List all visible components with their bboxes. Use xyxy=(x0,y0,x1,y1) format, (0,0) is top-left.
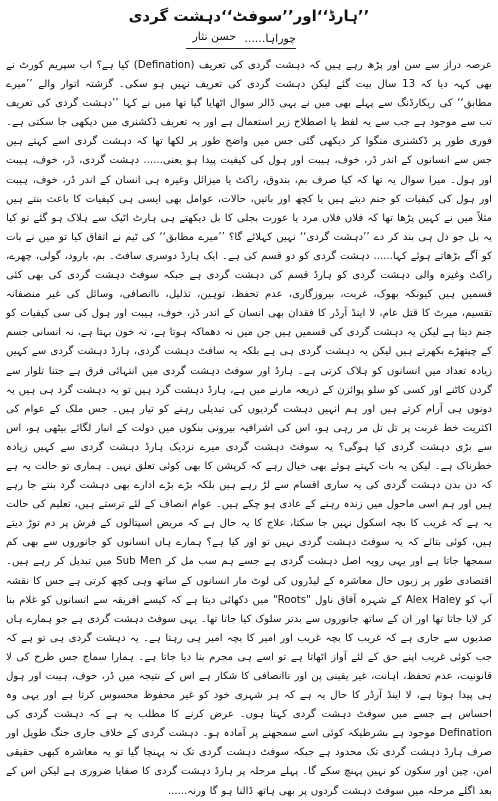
author-name: حسن نثار xyxy=(192,30,236,43)
column-title: ’’ہارڈ‘‘اور’’سوفٹ‘‘دہشت گردی xyxy=(128,7,370,25)
article-body xyxy=(6,56,492,801)
byline-underline xyxy=(186,48,296,49)
column-name: چوراہا...... xyxy=(244,32,296,45)
byline xyxy=(6,28,492,50)
article-paragraph: عرصہ دراز سے سن اور پڑھ رہے ہیں کہ دہشت گردی کی تعریف (Defination) کیا ہے؟ اب سپریم کورٹ نے بھی کہہ دیا کہ 13 سال بیت گئے لیکن دہشت گردی کی تعریف نہیں ہو سکی۔ گزشتہ اتوار والے ’’میرے مطابق‘‘ کی ریکارڈنگ سے پہلے بھی میں نے یہی ڈالر سوال اٹھایا گیا تھا میں نے کہا ’’دہشت گردی کی تعریف تب سے موجود ہے جب سے یہ لفظ یا اصطلاح زیر استعمال ہے اور یہ تعریف ڈکشنری میں دیکھی جا سکتی ہے۔ فوری طور پر ڈکشنری منگوا کر دیکھی گئی جس میں واضح طور پر لکھا تھا کہ دہشت گردی اسے کہتے ہیں جس سے انسانوں کے اندر ڈر، خوف، ہیبت اور ہول کی کیفیت پیدا ہو یعنی...... دہشت گردی، ڈر، خوف، ہیبت اور ہول۔ میرا سوال یہ تھا کہ کیا صرف بم، بندوق، راکٹ یا میزائل وغیرہ ہی انسان کے اندر ڈر، خوف، ہیبت اور ہول کی کیفیات کو جنم دیتے ہیں یا کچھ اور باتیں، حالات، عوامل بھی ایسی ہی کیفیات کا باعث بنتے ہیں مثلاً میں نے کہیں پڑھا تھا کہ فلاں فلاں مرد یا عورت بجلی کا بل دیکھتے ہی ہارٹ اٹیک سے ہلاک ہو گئے تو کیا یہ بل جو دل ہی بند کر دے ’’دہشت گردی‘‘ نہیں کہلائے گا؟ ’’میرے مطابق‘‘ کی ٹیم نے اتفاق کیا تو میں نے بات کو آگے بڑھاتے ہوئے کہا...... دہشت گردی کو دو قسم کی ہے۔ ایک ہارڈ دوسری سافٹ۔ بم، بارود، گولی، چھرے، راکٹ وغیرہ والی دہشت گردی کو ہارڈ قسم کی دہشت گردی ہے جبکہ سوفٹ دہشت گردی کی بھی کئی قسمیں ہیں کیونکہ بھوک، غربت، بیروزگاری، عدم تحفظ، توہین، تذلیل، ناانصافی، وسائل کی غیر منصفانہ تقسیم، میرٹ کا قتل عام، لا اینڈ آرڈر کا فقدان بھی انسان کے اندر ڈر، خوف، ہیبت اور ہول کی سی کیفیات کو جنم دیتا ہے لیکن یہ دہشت گردی کی قسمیں ہیں جن میں نہ دھماکہ ہوتا ہے، نہ خون بہتا ہے، نہ انسانی جسم کے چیتھڑے بکھرتے ہیں لیکن یہ دہشت گردی ہی ہے بلکہ یہ سافٹ دہشت گردی، ہارڈ دہشت گردی سے کہیں زیادہ تعداد میں انسانوں کو ہلاک کرتی ہے۔ ہارڈ اور سوفٹ دہشت گردی میں انتہائی فرق ہے جتنا تلوار سے گردن کاٹنے اور کسی کو سلو پوائزن کے ذریعہ مارنے میں ہے، ہارڈ دہشت گرد ہیں تو یہ دہشت گرد ہی ہیں یہ دونوں ہی آرام کرتے ہیں اور ہم انہیں دہشت گردیوں کی تبدیلی رہنے کو تیار ہیں۔ جس ملک کے عوام کی اکثریت خط غربت پر تل تل مر رہی ہو، اس کی اشرافیہ بیرونی بنکوں میں دولت کے انبار لگائے بیٹھی ہو، اس سے بڑی دہشت گردی کیا ہوگی؟ یہ سوفٹ دہشت گردی میرے نزدیک ہارڈ دہشت گردی سے کہیں زیادہ خطرناک ہے۔ لیکن یہ بات کہتے ہوئے بھی خیال رہے کہ کرپشن کا بھی کوئی تعلق نہیں۔ ہماری تو حالت یہ ہے کہ دن بدن دہشت گردی کی یہ ساری اقسام سے لڑ رہے ہیں بلکہ بڑے بڑے ادارے بھی دہشت گرد بنتے جا رہے ہیں اور ہم اسی ماحول میں زندہ رہنے کے عادی ہو چکے ہیں۔ عوام انصاف کے لئے ترستے ہیں، تعلیم کی حالت یہ ہے کہ غریب کا بچہ اسکول نہیں جا سکتا، علاج کا یہ حال ہے کہ مریض اسپتالوں کے فرش پر دم توڑ دیتے ہیں، کوئی بتائے کہ یہ سوفٹ دہشت گردی نہیں تو اور کیا ہے؟ ہمارے ہاں انسانوں کو جانوروں سے بھی کم سمجھا جاتا ہے اور یہی رویہ اصل دہشت گردی ہے جسے ہم سب مل کر Sub Men میں تبدیل کر رہے ہیں۔ اقتصادی طور پر زبوں حال معاشرہ کے لیڈروں کی لوٹ مار انسانوں کے ساتھ وہی کچھ کرتی ہے جس کا نقشہ آپ کو Alex Haley کے شہرہ آفاق ناول "Roots" میں دکھائی دیتا ہے کہ کیسے افریقہ سے انسانوں کو غلام بنا کر لایا جاتا تھا اور ان کے ساتھ جانوروں سے بدتر سلوک کیا جاتا تھا۔ یہی سوفٹ دہشت گردی ہے جو ہمارے ہاں صدیوں سے جاری ہے کہ غریب کا بچہ غریب اور امیر کا بچہ امیر ہی رہتا ہے۔ یہ دہشت گردی ہی تو ہے کہ جب کوئی غریب اپنے حق کے لئے آواز اٹھاتا ہے تو اسے ہی مجرم بنا دیا جاتا ہے۔ ہمارا سماج جس طرح کی لا قانونیت، عدم تحفظ، اہانت، غیر یقینی پن اور ناانصافی کا شکار ہے اس کے نتیجہ میں ڈر، خوف، ہیبت اور ہول ہی پیدا ہوتا ہے، لا اینڈ آرڈر کا حال یہ ہے کہ ہر شہری خود کو غیر محفوظ محسوس کرتا ہے اور یہی وہ احساس ہے جسے میں سوفٹ دہشت گردی کہتا ہوں۔ عرض کرنے کا مطلب یہ ہے کہ دہشت گردی کی Defination موجود ہے بشرطیکہ کوئی اسے سمجھنے پر آمادہ ہو۔ دہشت گردی کے خلاف جاری جنگ طویل اور صرف ہارڈ دہشت گردی تک محدود ہے جبکہ سوفٹ دہشت گردی تک نہ پہنچا گیا تو یہ معاشرہ کبھی حقیقی امن، چین اور سکون کو نہیں پہنچ سکے گا۔ پہلے مرحلہ پر ہارڈ دہشت گردی کا صفایا ضروری ہے لیکن اس کے بعد اگلے مرحلہ میں سوفٹ دہشت گردوں پر بھی ہاتھ ڈالنا ہو گا ورنہ...... xyxy=(6,60,493,797)
